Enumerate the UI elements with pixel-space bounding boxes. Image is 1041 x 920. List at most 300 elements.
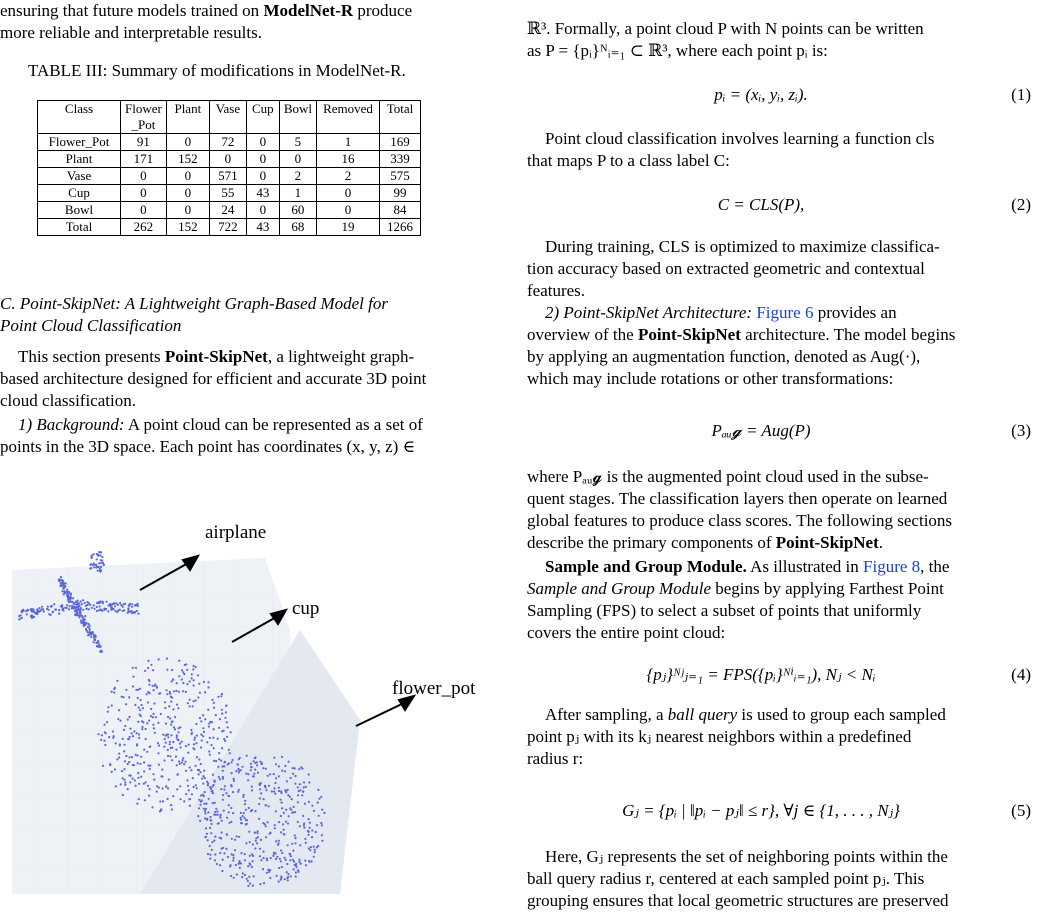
cup-point [200, 771, 202, 773]
cup-point [192, 705, 194, 707]
cup-point [103, 724, 105, 726]
cup-point [137, 697, 139, 699]
flower-pot-point [292, 773, 294, 775]
cup-point [140, 699, 142, 701]
cup-point [190, 769, 192, 771]
flower-pot-point [203, 803, 205, 805]
flower-pot-point [313, 856, 315, 858]
flower-pot-point [303, 824, 305, 826]
flower-pot-point [251, 860, 253, 862]
cup-point [221, 730, 223, 732]
cup-point [185, 663, 187, 665]
background-line-2: points in the 3D space. Each point has coordinates (x, y, z) ∈ [0, 437, 416, 456]
airplane-point [137, 603, 139, 605]
cup-point [198, 683, 200, 685]
airplane-point [117, 604, 119, 606]
flower-pot-point [247, 885, 249, 887]
table-cell: 0 [166, 185, 209, 202]
airplane-point [97, 643, 99, 645]
flower-pot-point [232, 791, 234, 793]
airplane-point [99, 567, 101, 569]
flower-pot-point [303, 786, 305, 788]
table-cell: 91 [121, 134, 167, 151]
flower-pot-point [270, 832, 272, 834]
cup-point [172, 708, 174, 710]
airplane-point [109, 603, 111, 605]
cls-line-2: that maps P to a class label C: [527, 151, 730, 170]
flower-pot-point [252, 775, 254, 777]
cup-point [212, 737, 214, 739]
cup-point [139, 709, 141, 711]
figure-8-link[interactable]: Figure 8 [863, 557, 921, 576]
airplane-point [102, 602, 104, 604]
airplane-point [102, 562, 104, 564]
cup-point [118, 753, 120, 755]
flower-pot-point [284, 857, 286, 859]
flower-pot-point [293, 806, 295, 808]
table-cell: 0 [246, 202, 279, 219]
flower-pot-point [226, 817, 228, 819]
cup-point [138, 798, 140, 800]
flower-pot-point [293, 868, 295, 870]
cup-point [186, 779, 188, 781]
flower-pot-point [205, 827, 207, 829]
training-line-2: tion accuracy based on extracted geometric and contextual [527, 259, 925, 278]
airplane-point [79, 608, 81, 610]
flower-pot-point [280, 849, 282, 851]
flower-pot-point [231, 853, 233, 855]
flower-pot-point [204, 791, 206, 793]
table-cell: 72 [209, 134, 246, 151]
cup-point [140, 756, 142, 758]
cup-point [195, 723, 197, 725]
flower-pot-point [233, 877, 235, 879]
flower-pot-point [213, 784, 215, 786]
flower-pot-point [289, 807, 291, 809]
airplane-point [67, 594, 69, 596]
airplane-point [76, 614, 78, 616]
flower-pot-point [263, 857, 265, 859]
flower-pot-point [295, 876, 297, 878]
airplane-point [60, 576, 62, 578]
flower-pot-point [263, 798, 265, 800]
airplane-point [78, 616, 80, 618]
flower-pot-point [245, 809, 247, 811]
flower-pot-point [294, 783, 296, 785]
flower-pot-point [291, 798, 293, 800]
cup-point [167, 787, 169, 789]
table-cell: 55 [209, 185, 246, 202]
flower-pot-point [256, 842, 258, 844]
cup-point [128, 716, 130, 718]
cup-point [224, 717, 226, 719]
flower-pot-point [239, 867, 241, 869]
cup-point [195, 742, 197, 744]
cup-point [131, 756, 133, 758]
airplane-point [37, 609, 39, 611]
flower-pot-point [253, 773, 255, 775]
cup-point [156, 791, 158, 793]
cup-point [181, 741, 183, 743]
flower-pot-point [299, 825, 301, 827]
flower-pot-point [294, 775, 296, 777]
airplane-point [131, 606, 133, 608]
flower-pot-point [217, 823, 219, 825]
flower-pot-point [222, 794, 224, 796]
table-cell: 0 [166, 202, 209, 219]
background-line-1: 1) Background: A point cloud can be represented as a set of [18, 415, 423, 434]
cup-point [196, 756, 198, 758]
cup-point [158, 787, 160, 789]
cup-point [185, 761, 187, 763]
cup-point [111, 771, 113, 773]
cup-point [176, 682, 178, 684]
cup-point [101, 734, 103, 736]
flower-pot-point [239, 757, 241, 759]
cup-point [167, 733, 169, 735]
cup-point [154, 683, 156, 685]
flower-pot-point [278, 790, 280, 792]
flower-pot-point [204, 810, 206, 812]
flower-pot-point [289, 796, 291, 798]
cup-point [218, 727, 220, 729]
table-cell: Bowl [38, 202, 121, 219]
cup-point [146, 722, 148, 724]
airplane-point [75, 603, 77, 605]
cup-point [135, 667, 137, 669]
cup-point [143, 761, 145, 763]
flower-pot-point [284, 770, 286, 772]
flower-pot-point [310, 846, 312, 848]
flower-pot-point [280, 792, 282, 794]
airplane-point [119, 602, 121, 604]
flower-pot-point [242, 796, 244, 798]
cup-point [141, 726, 143, 728]
flower-pot-point [304, 838, 306, 840]
cup-point [224, 740, 226, 742]
airplane-point [103, 608, 105, 610]
cup-point [128, 774, 130, 776]
cup-point [121, 696, 123, 698]
equation-3-number: (3) [1011, 421, 1031, 440]
flower-pot-point [209, 854, 211, 856]
flower-pot-point [260, 792, 262, 794]
table-cell: 0 [121, 202, 167, 219]
cup-point [195, 699, 197, 701]
flower-pot-point [260, 859, 262, 861]
flower-pot-point [204, 812, 206, 814]
cup-point [178, 760, 180, 762]
flower-pot-point [287, 822, 289, 824]
flower-pot-point [243, 794, 245, 796]
cup-point [134, 779, 136, 781]
airplane-point [87, 623, 89, 625]
airplane-point [90, 636, 92, 638]
flower-pot-point [273, 773, 275, 775]
table-cell: 43 [246, 219, 279, 236]
airplane-point [82, 609, 84, 611]
where-line-1: where Pₐᵤ𝓰 is the augmented point cloud used in the subse- [527, 467, 929, 486]
airplane-point [77, 603, 79, 605]
flower-pot-point [224, 785, 226, 787]
cup-point [137, 762, 139, 764]
intro-line-2: more reliable and interpretable results. [0, 23, 262, 42]
cup-point [138, 737, 140, 739]
flower-pot-point [294, 834, 296, 836]
cup-point [132, 676, 134, 678]
cup-point [155, 716, 157, 718]
flower-pot-point [259, 797, 261, 799]
flower-pot-point [281, 802, 283, 804]
cup-point [191, 793, 193, 795]
cup-point [116, 680, 118, 682]
flower-pot-point [301, 794, 303, 796]
table-cell: 5 [279, 134, 316, 151]
cup-point [192, 668, 194, 670]
cup-point [123, 768, 125, 770]
cup-point [141, 704, 143, 706]
flower-pot-point [256, 764, 258, 766]
airplane-point [137, 613, 139, 615]
flower-pot-point [305, 842, 307, 844]
cup-point [206, 741, 208, 743]
flower-pot-point [247, 880, 249, 882]
airplane-point [107, 610, 109, 612]
flower-pot-point [272, 855, 274, 857]
airplane-point [68, 608, 70, 610]
cup-point [177, 707, 179, 709]
cup-point [193, 786, 195, 788]
cup-point [202, 775, 204, 777]
cup-point [107, 706, 109, 708]
flower-pot-point [246, 878, 248, 880]
table-cell: 68 [279, 219, 316, 236]
cup-point [182, 682, 184, 684]
where-line-4: describe the primary components of Point-SkipNet. [527, 533, 884, 552]
flower-pot-point [246, 823, 248, 825]
cup-point [124, 779, 126, 781]
cup-point [146, 751, 148, 753]
flower-pot-point [254, 769, 256, 771]
flower-pot-point [242, 872, 244, 874]
cup-point [113, 691, 115, 693]
flower-pot-point [245, 773, 247, 775]
table-cell: 43 [246, 185, 279, 202]
equation-3-body: Pₐᵤ𝓰 = Aug(P) [711, 421, 811, 440]
cup-point [229, 752, 231, 754]
flower-pot-point [252, 885, 254, 887]
flower-pot-point [297, 821, 299, 823]
airplane-point [84, 602, 86, 604]
flower-pot-point [244, 859, 246, 861]
flower-pot-point [227, 856, 229, 858]
cup-point [171, 669, 173, 671]
table-cell: 152 [166, 219, 209, 236]
cup-point [188, 744, 190, 746]
flower-pot-point [229, 865, 231, 867]
flower-pot-point [207, 811, 209, 813]
flower-pot-point [266, 872, 268, 874]
cup-point [223, 738, 225, 740]
flower-pot-point [321, 834, 323, 836]
cup-point [172, 678, 174, 680]
figure-6-link[interactable]: Figure 6 [756, 303, 814, 322]
here-line-3: grouping ensures that local geometric structures are preserved [527, 891, 949, 910]
cup-point [113, 735, 115, 737]
architecture-line-4: which may include rotations or other transformations: [527, 369, 894, 388]
flower-pot-point [247, 865, 249, 867]
flower-pot-point [248, 807, 250, 809]
cup-point [165, 723, 167, 725]
flower-pot-point [210, 823, 212, 825]
flower-pot-point [265, 789, 267, 791]
cup-point [181, 762, 183, 764]
table-cell: 339 [380, 151, 421, 168]
airplane-point [66, 589, 68, 591]
cup-point [109, 763, 111, 765]
flower-pot-point [256, 761, 258, 763]
flower-pot-point [281, 770, 283, 772]
airplane-point [65, 591, 67, 593]
cup-point [179, 785, 181, 787]
flower-pot-point [250, 763, 252, 765]
flower-pot-point [209, 816, 211, 818]
flower-pot-point [225, 848, 227, 850]
equation-1-number: (1) [1011, 85, 1031, 104]
cup-point [203, 731, 205, 733]
flower-pot-point [228, 811, 230, 813]
flower-pot-point [249, 841, 251, 843]
flower-pot-point [321, 840, 323, 842]
airplane-point [94, 639, 96, 641]
cup-point [129, 736, 131, 738]
flower-pot-point [274, 827, 276, 829]
flower-pot-point [302, 790, 304, 792]
airplane-point [47, 606, 49, 608]
airplane-point [66, 604, 68, 606]
cup-point [179, 743, 181, 745]
flower-pot-point [274, 793, 276, 795]
equation-2-number: (2) [1011, 195, 1031, 214]
table-cell: 1 [317, 134, 380, 151]
flower-pot-point [280, 860, 282, 862]
flower-pot-point [280, 831, 282, 833]
equation-2-body: C = CLS(P), [717, 195, 805, 214]
airplane-point [78, 614, 80, 616]
flower-pot-point [221, 831, 223, 833]
cup-point [142, 721, 144, 723]
cup-point [170, 701, 172, 703]
flower-pot-point [214, 811, 216, 813]
flower-pot-point [250, 769, 252, 771]
cup-point [148, 795, 150, 797]
cup-point [153, 779, 155, 781]
cup-point [221, 709, 223, 711]
cup-point [170, 734, 172, 736]
flower-pot-point [304, 860, 306, 862]
flower-pot-point [280, 877, 282, 879]
airplane-label: airplane [205, 522, 267, 543]
cup-point [181, 669, 183, 671]
cup-point [103, 740, 105, 742]
flower-pot-point [309, 827, 311, 829]
airplane-point [70, 594, 72, 596]
airplane-point [88, 608, 90, 610]
cup-point [228, 749, 230, 751]
airplane-point [21, 617, 23, 619]
cup-point [227, 726, 229, 728]
flower-pot-point [258, 803, 260, 805]
flower-pot-point [292, 811, 294, 813]
flower-pot-point [204, 817, 206, 819]
table-caption: TABLE III: Summary of modifications in ModelNet-R. [28, 61, 406, 80]
flower-pot-point [313, 846, 315, 848]
flower-pot-point [292, 850, 294, 852]
cup-point [136, 744, 138, 746]
cup-point [200, 763, 202, 765]
flower-pot-point [240, 812, 242, 814]
flower-pot-point [240, 817, 242, 819]
airplane-point [95, 636, 97, 638]
flower-pot-point [281, 852, 283, 854]
table-cell: 262 [121, 219, 167, 236]
cup-point [97, 733, 99, 735]
cup-point [131, 732, 133, 734]
cup-point [203, 770, 205, 772]
cup-point [221, 693, 223, 695]
airplane-point [88, 602, 90, 604]
cup-point [154, 732, 156, 734]
flower-pot-point [286, 871, 288, 873]
flower-pot-point [248, 876, 250, 878]
flower-pot-point [270, 857, 272, 859]
airplane-point [101, 556, 103, 558]
cup-point [183, 763, 185, 765]
table-header-row [38, 101, 421, 134]
flower-pot-point [199, 804, 201, 806]
flower-pot-point [275, 810, 277, 812]
cup-point [213, 702, 215, 704]
flower-pot-point [311, 860, 313, 862]
cup-point [122, 738, 124, 740]
cup-point [204, 718, 206, 720]
flower-pot-point [288, 761, 290, 763]
cup-point [160, 808, 162, 810]
cup-point [147, 785, 149, 787]
flower-pot-point [247, 779, 249, 781]
airplane-point [114, 605, 116, 607]
flower-pot-point [281, 756, 283, 758]
cup-point [203, 681, 205, 683]
cup-point [217, 738, 219, 740]
flower-pot-point [289, 853, 291, 855]
airplane-point [131, 603, 133, 605]
flower-pot-point [212, 792, 214, 794]
flower-pot-point [276, 856, 278, 858]
airplane-point [97, 640, 99, 642]
cup-point [193, 743, 195, 745]
flower-pot-point [205, 808, 207, 810]
cup-point [160, 713, 162, 715]
table-cell: 1266 [380, 219, 421, 236]
airplane-point [73, 602, 75, 604]
cup-label: cup [292, 598, 320, 619]
cup-point [132, 764, 134, 766]
cup-point [167, 736, 169, 738]
table-cell: 99 [380, 185, 421, 202]
cup-point [149, 788, 151, 790]
cup-point [196, 735, 198, 737]
